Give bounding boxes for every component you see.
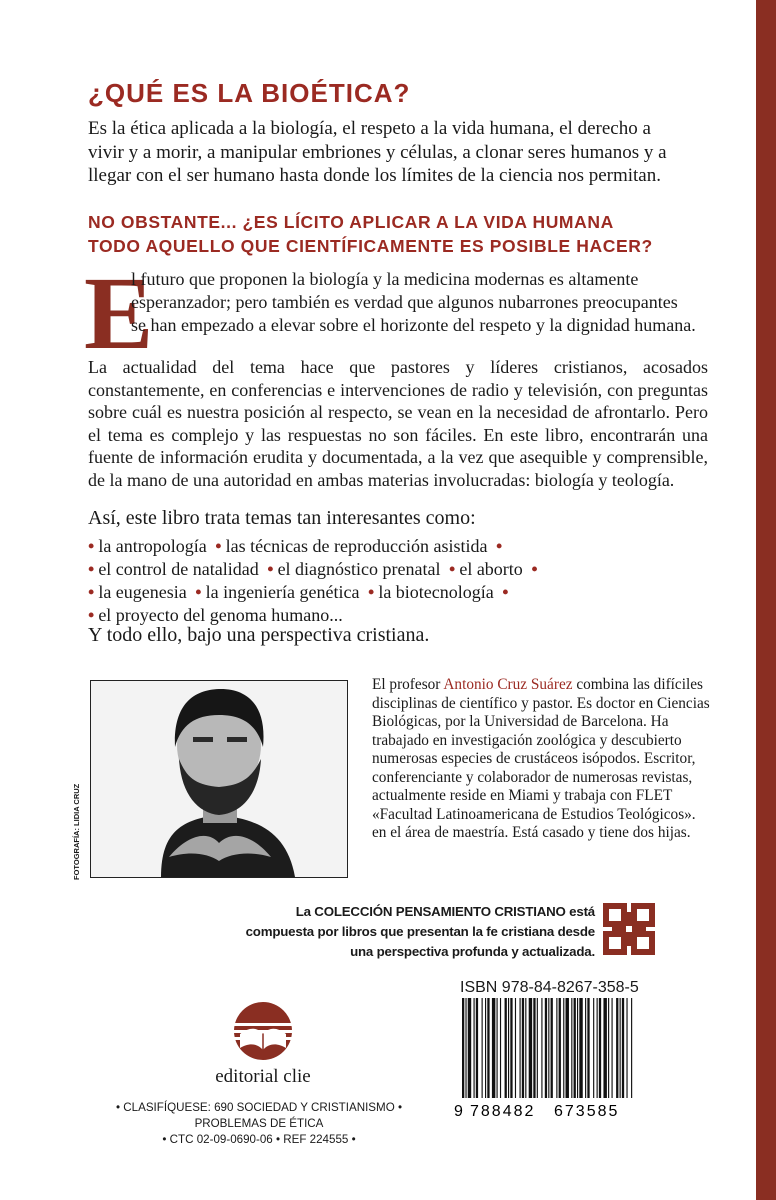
barcode-bar — [520, 998, 521, 1098]
classification-line-3: • CTC 02-09-0690-06 • REF 224555 • — [162, 1133, 356, 1146]
classification-line-1: • CLASIFÍQUESE: 690 SOCIEDAD Y CRISTIANISMO • — [115, 1101, 403, 1114]
barcode-bar — [574, 998, 576, 1098]
barcode-bar — [626, 998, 627, 1098]
barcode-bar — [620, 998, 621, 1098]
classification-block — [90, 1100, 428, 1148]
question-line-2: TODO AQUELLO QUE CIENTÍFICAMENTE ES POSIBLE HACER? — [88, 236, 653, 256]
barcode-first-digit: 9 — [454, 1103, 463, 1118]
barcode-bar — [476, 998, 478, 1098]
book-spine — [756, 0, 776, 1200]
bullet-icon: • — [496, 536, 503, 556]
barcode-bar — [533, 998, 535, 1098]
barcode-bar — [500, 998, 501, 1098]
classification-line-2: PROBLEMAS DE ÉTICA — [194, 1117, 324, 1130]
photo-credit: FOTOGRAFÍA: LIDIA CRUZ — [72, 783, 81, 880]
topics-line-1 — [88, 535, 728, 558]
topics-list — [88, 535, 728, 627]
barcode-bar — [548, 998, 549, 1098]
topic-item: la ingeniería genética — [205, 582, 360, 602]
dropcap-paragraph: l futuro que proponen la biología y la medicina modernas es altamente esperanzador; pero también es verdad que algunos nubarrones preocupantes se han empezado a elevar sobre el horizonte del respeto y la dignidad humana. — [131, 269, 696, 335]
barcode-left-digits: 788482 — [470, 1103, 536, 1118]
bullet-icon: • — [88, 605, 95, 625]
topic-item: el proyecto del genoma humano... — [98, 605, 343, 625]
barcode-bar — [563, 998, 564, 1098]
topic-item: las técnicas de reproducción asistida — [225, 536, 488, 556]
barcode-bar — [597, 998, 598, 1098]
collection-note: La COLECCIÓN PENSAMIENTO CRISTIANO está compuesta por libros que presentan la fe cristiana desde una perspectiva profunda y actualizada. — [245, 904, 595, 959]
author-name: Antonio Cruz Suárez — [443, 676, 573, 693]
topics-line-3 — [88, 581, 728, 604]
bio-prefix: El profesor — [372, 676, 444, 693]
barcode-bar — [465, 998, 466, 1098]
barcode-bar — [482, 998, 483, 1098]
barcode-bar — [631, 998, 632, 1098]
barcode-bar — [497, 998, 498, 1098]
intro-paragraph: Es la ética aplicada a la biología, el respeto a la vida humana, el derecho a vivir y a morir, a manipular embriones y células, a clonar seres humanos y a llegar con el ser humano hasta donde los límites de la ciencia nos permitan. — [88, 118, 667, 186]
barcode-bar — [508, 998, 509, 1098]
topic-item: el diagnóstico prenatal — [277, 559, 441, 579]
topic-item: la eugenesia — [98, 582, 187, 602]
barcode-bar — [545, 998, 547, 1098]
barcode-bar — [474, 998, 475, 1098]
topic-item: el aborto — [459, 559, 523, 579]
publisher-name: editorial clie — [215, 1066, 311, 1087]
bullet-icon: • — [88, 582, 95, 602]
barcode-bar — [551, 998, 553, 1098]
barcode-bar — [608, 998, 609, 1098]
bullet-icon: • — [368, 582, 375, 602]
bio-text: combina las difíciles disciplinas de científico y pastor. Es doctor en Ciencias Biológicas, por la Universidad de Barcelona. Ha trabajado en investigación zoológica y descubierto numerosas especies de crustáceos isópodos. Escritor, conferenciante y colaborador de numerosas revistas, actualmente reside en Miami y trabaja con FLET «Facultad Latinoamericana de Estudios Teológicos». en el área de maestría. Está casado y tiene dos hijas. — [372, 676, 710, 841]
barcode-bar — [566, 998, 569, 1098]
barcode-bar — [577, 998, 578, 1098]
barcode-bar — [599, 998, 601, 1098]
barcode-bar — [571, 998, 572, 1098]
body-paragraph: La actualidad del tema hace que pastores y líderes cristianos, acosados constantemente, en conferencias e intervenciones de radio y televisión, con preguntas sobre cuál es nuestra posición al respecto, se vean en la necesidad de afrontarlo. Pero el tema es complejo y las respuestas no son fáciles. En este libro, encontrarán una fuente de información erudita y documentada, a la vez que asequible y comprensible, de la mano de una autoridad en ambas materias involucradas: biología y teología. — [88, 357, 708, 490]
bullet-icon: • — [531, 559, 538, 579]
barcode-right-digits: 673585 — [554, 1103, 620, 1118]
barcode-bar — [541, 998, 542, 1098]
barcode-bar — [505, 998, 507, 1098]
bullet-icon: • — [215, 536, 222, 556]
drop-cap-letter: E — [84, 256, 154, 371]
author-photo — [90, 680, 348, 878]
topic-item: la antropología — [98, 536, 207, 556]
barcode-bar — [522, 998, 524, 1098]
barcode-bar — [462, 998, 464, 1098]
barcode-bar — [537, 998, 538, 1098]
barcode-bar — [579, 998, 582, 1098]
bullet-icon: • — [449, 559, 456, 579]
barcode-bar — [468, 998, 471, 1098]
topics-intro: Así, este libro trata temas tan interesantes como: — [88, 507, 476, 529]
topic-item: el control de natalidad — [98, 559, 259, 579]
question-line-1: NO OBSTANTE... ¿ES LÍCITO APLICAR A LA VIDA HUMANA — [88, 212, 614, 232]
bullet-icon: • — [88, 559, 95, 579]
barcode-icon — [452, 998, 638, 1118]
barcode-bar — [510, 998, 512, 1098]
barcode-bar — [559, 998, 561, 1098]
barcode-bar — [492, 998, 495, 1098]
barcode-bar — [612, 998, 613, 1098]
author-portrait-icon — [91, 681, 347, 877]
bullet-icon: • — [267, 559, 274, 579]
barcode-bar — [603, 998, 606, 1098]
barcode-bar — [616, 998, 618, 1098]
barcode-bar — [529, 998, 532, 1098]
closing-line: Y todo ello, bajo una perspectiva cristiana. — [88, 624, 430, 646]
barcode-bar — [593, 998, 594, 1098]
isbn-label: ISBN 978-84-8267-358-5 — [460, 979, 639, 996]
publisher-logo-icon — [222, 1000, 304, 1062]
bullet-icon: • — [195, 582, 202, 602]
barcode-bar — [515, 998, 516, 1098]
bullet-icon: • — [88, 536, 95, 556]
collection-logo-icon — [602, 902, 656, 956]
barcode-bar — [556, 998, 557, 1098]
barcode-bar — [622, 998, 624, 1098]
highlight-question — [88, 210, 728, 258]
barcode-bar — [487, 998, 489, 1098]
barcode-bar — [485, 998, 486, 1098]
bullet-icon: • — [502, 582, 509, 602]
author-bio — [372, 676, 712, 843]
barcode-bar — [587, 998, 589, 1098]
topics-line-2 — [88, 558, 728, 581]
topic-item: la biotecnología — [378, 582, 494, 602]
page-title: ¿QUÉ ES LA BIOÉTICA? — [88, 78, 411, 108]
barcode-bar — [525, 998, 526, 1098]
barcode-bar — [585, 998, 586, 1098]
